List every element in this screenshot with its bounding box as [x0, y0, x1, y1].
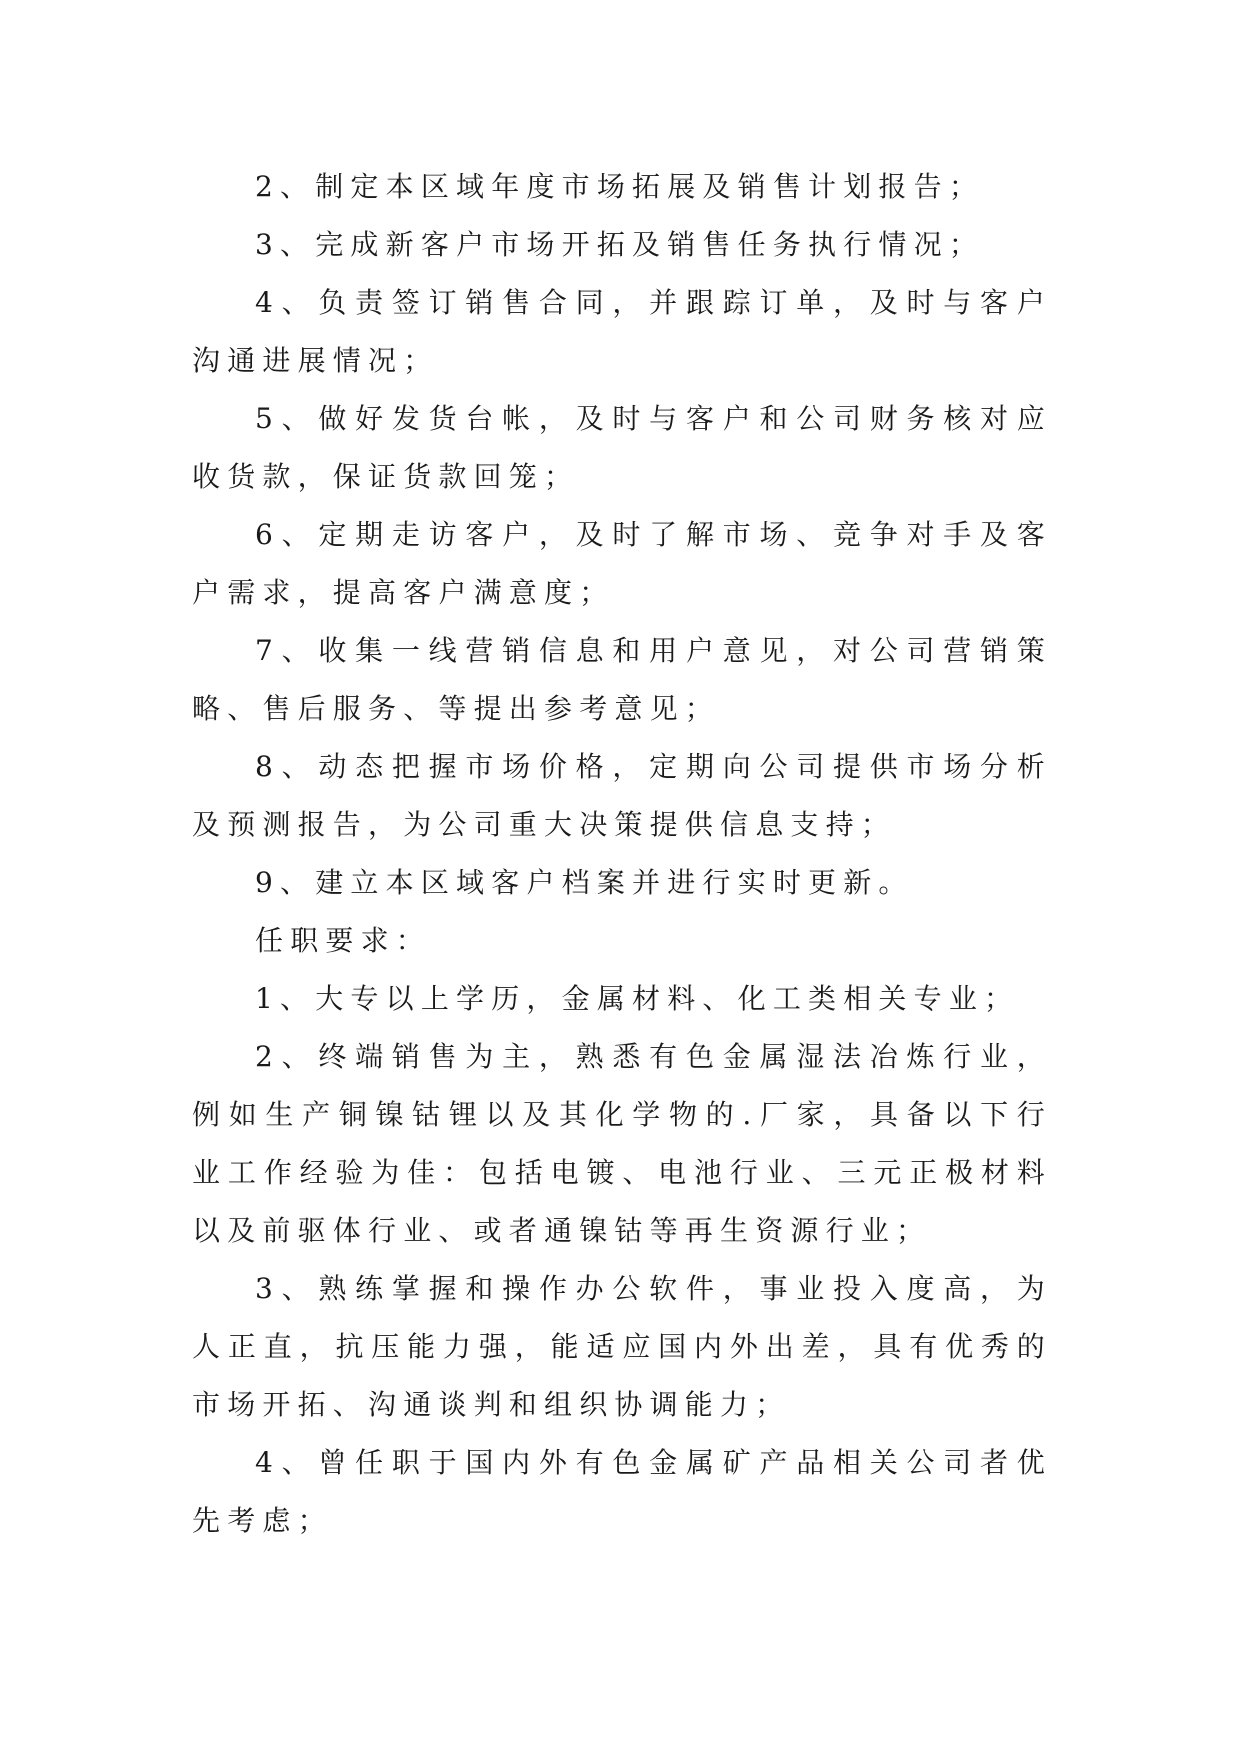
document-body	[192, 158, 1052, 1550]
paragraph-duty-4: 4、负责签订销售合同，并跟踪订单，及时与客户沟通进展情况；	[192, 286, 1052, 377]
paragraph-duty-6: 6、定期走访客户，及时了解市场、竞争对手及客户需求，提高客户满意度；	[192, 518, 1052, 609]
paragraph-duty-5: 5、做好发货台帐，及时与客户和公司财务核对应收货款，保证货款回笼；	[192, 402, 1052, 493]
paragraph-duty-8: 8、动态把握市场价格，定期向公司提供市场分析及预测报告，为公司重大决策提供信息支持；	[192, 750, 1052, 841]
paragraph-requirement-3: 3、熟练掌握和操作办公软件，事业投入度高，为人正直，抗压能力强，能适应国内外出差，具有优秀的市场开拓、沟通谈判和组织协调能力；	[192, 1272, 1052, 1421]
paragraph-requirement-2: 2、终端销售为主，熟悉有色金属湿法冶炼行业，例如生产铜镍钴锂以及其化学物的.厂家，具备以下行业工作经验为佳：包括电镀、电池行业、三元正极材料以及前驱体行业、或者通镍钴等再生资源行业；	[192, 1040, 1052, 1247]
paragraph-duty-2: 2、制定本区域年度市场拓展及销售计划报告；	[255, 170, 985, 203]
paragraph-requirement-1: 1、大专以上学历，金属材料、化工类相关专业；	[255, 982, 1020, 1015]
paragraph-duty-9: 9、建立本区域客户档案并进行实时更新。	[255, 866, 914, 899]
paragraph-duty-7: 7、收集一线营销信息和用户意见，对公司营销策略、售后服务、等提出参考意见；	[192, 634, 1052, 725]
paragraph-requirement-4: 4、曾任职于国内外有色金属矿产品相关公司者优先考虑；	[192, 1446, 1052, 1537]
paragraph-duty-3: 3、完成新客户市场开拓及销售任务执行情况；	[255, 228, 985, 261]
section-heading-requirements: 任职要求：	[255, 924, 432, 957]
